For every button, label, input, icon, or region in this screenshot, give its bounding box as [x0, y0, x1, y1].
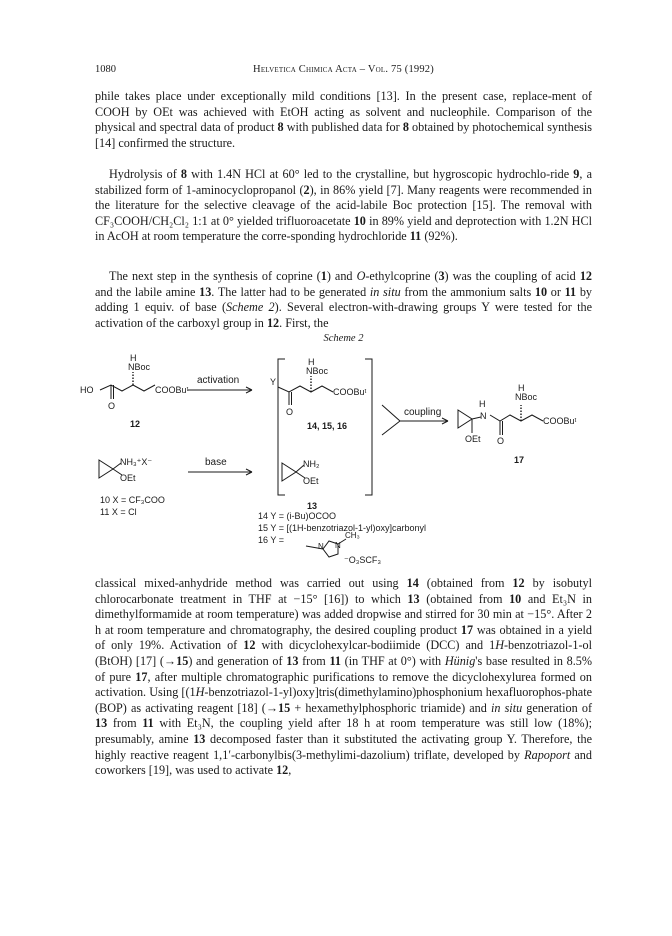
triflate-label: ⁻O₃SCF₃	[344, 555, 382, 565]
compound-17-label: 17	[514, 455, 525, 465]
y-def-16: 16 Y =	[258, 535, 284, 545]
right-bracket	[365, 359, 372, 495]
base-label: base	[205, 457, 227, 468]
coobu-label-17: COOBuᵗ	[543, 416, 577, 426]
nboc-label-14: NBoc	[306, 366, 329, 376]
paragraph-4: classical mixed-anhydride method was carried out using 14 (obtained from 12 by isobutyl chlorocarbonate treatment in THF at −15° [16]) to which 13 (obtained from 10 and Et₃N in dimethylformamide at room temperature) was added dropwise and stirred for 30 min at −15°. After 2 h at room temperature and chromatography, the desired coupling product 17 was obtained in a yield of only 19%. Activation of 12 with dicyclohexylcar-bodiimide (DCC) and 1H-benzotriazol-1-ol (BtOH) [17] (→15) and generation of 13 from 11 (in THF at 0°) with Hünig's base resulted in 8.5% of pure 17, after multiple chromatographic purifications to remove the dicyclohexylurea formed on activation. Using [(1H-benzotriazol-1-yl)oxy]tris(dimethylamino)phosphonium hexafluorophos-phate (BOP) as activating reagent [18] (→15 + hexamethylphosphoric triamide) and in situ generation of 13 from 11 with Et₃N, the coupling yield after 18 h at room temperature was still low (18%); presumably, amine 13 decomposed faster than it substituted the activating group Y. Therefore, the highly reactive reagent 1,1′-carbonylbis(3-methylimi-dazolium) triflate, developed by Rapoport and coworkers [19], was used to activate 12,	[95, 576, 593, 778]
h-label-12: H	[130, 353, 137, 363]
carbonyl-17	[500, 421, 503, 435]
journal-title: Helvetica Chimica Acta – Vol. 75 (1992)	[253, 64, 434, 75]
h-label-14: H	[308, 357, 315, 367]
activation-label: activation	[197, 375, 240, 386]
y-def-15: 15 Y = [(1H-benzotriazol-1-yl)oxy]carbonyl	[258, 523, 426, 533]
compound-13-label: 13	[307, 501, 318, 511]
running-header	[95, 64, 592, 78]
cyclopropane-10	[99, 460, 113, 478]
chain-14	[278, 386, 333, 392]
oet-label-10: OEt	[120, 473, 136, 483]
o-label-17: O	[497, 436, 505, 446]
paragraph-3: The next step in the synthesis of coprine (1) and O-ethylcoprine (3) was the coupling of acid 12 and the labile amine 13. The latter had to be generated in situ from the ammonium salts 10 or 11 by adding 1 equiv. of base (Scheme 2). Several electron-with-drawing groups Y were tested for the activation of the carboxyl group in 12. First, the	[95, 269, 593, 330]
legend-11: 11 X = Cl	[100, 507, 137, 517]
h-label-17: H	[479, 399, 486, 409]
nboc-label-12: NBoc	[128, 362, 151, 372]
coobu-label-12: COOBuᵗ	[155, 385, 189, 395]
coobu-label-14: COOBuᵗ	[333, 387, 367, 397]
chain-12	[100, 385, 155, 391]
paragraph-2: Hydrolysis of 8 with 1.4N HCl at 60° led to the crystalline, but hygroscopic hydrochlo-ride 9, a stabilized form of 1-aminocyclopropanol (2), in 86% yield [7]. Many reagents were recommended in the literature for the selective cleavage of the acid-labile Boc protection [15]. The removal with CF₃COOH/CH₂Cl₂ 1:1 at 0° yielded trifluoroacetate 10 in 89% yield and deprotection with 1.2N HCl in AcOH at room temperature the corre-sponding hydrochloride 11 (92%).	[95, 167, 592, 244]
paragraph-1: phile takes place under exceptionally mild conditions [13]. In the present case, replace-ment of COOH by OEt was achieved with EtOH acting as solvent and nucleophile. Comparison of the physical and spectral data of product 8 with published data for 8 obtained by photochemical synthesis [14] confirmed the structure.	[95, 89, 592, 150]
ho-label: HO	[80, 385, 94, 395]
oet-label-13: OEt	[303, 476, 319, 486]
n-label-ring-2: N	[335, 541, 341, 550]
carbonyl-12	[111, 385, 114, 399]
reaction-scheme	[80, 345, 600, 570]
n-label-ring-1: N	[318, 542, 324, 551]
o-label-12: O	[108, 401, 116, 411]
n-label-17: N	[480, 411, 487, 421]
scheme-title: Scheme 2	[323, 333, 364, 344]
h-label-17b: H	[518, 383, 525, 393]
oet-label-17: OEt	[465, 434, 481, 444]
compound-14-16-label: 14, 15, 16	[307, 421, 348, 431]
ch3-label: CH₃	[345, 531, 360, 540]
cyclopropane-17	[458, 410, 472, 428]
page-number: 1080	[95, 64, 116, 75]
coupling-label: coupling	[404, 407, 442, 418]
carbonyl-14	[289, 392, 292, 405]
cyclopropane-13	[282, 463, 296, 481]
nboc-label-17: NBoc	[515, 392, 538, 402]
o-label-14: O	[286, 407, 294, 417]
compound-12-label: 12	[130, 419, 141, 429]
nh2-label: NH₂	[303, 459, 320, 469]
nh3x-label: NH₃⁺X⁻	[120, 457, 153, 467]
legend-10: 10 X = CF₃COO	[100, 495, 165, 505]
y-def-14: 14 Y = (i-Bu)OCOO	[258, 511, 336, 521]
y-label-14: Y	[270, 377, 277, 387]
